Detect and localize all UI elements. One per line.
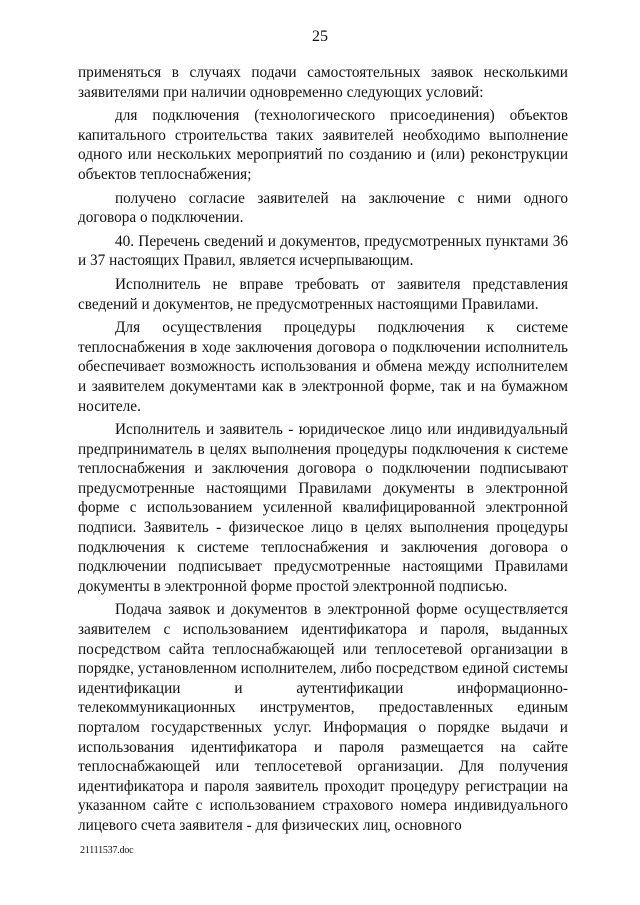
document-body	[78, 63, 568, 836]
page-number: 25	[312, 28, 328, 45]
paragraph-electronic-submission: Подача заявок и документов в электронной форме осуществляется заявителем с использованием идентификатора и пароля, выданных посредством сайта теплоснабжающей или теплосетевой организации в порядке, установленном исполнителем, либо посредством единой системы идентификации и аутентификации информационно-телекоммуникационных инструментов, предоставленных единым порталом государственных услуг. Информация о порядке выдачи и использования идентификатора и пароля размещается на сайте теплоснабжающей или теплосетевой организации. Для получения идентификатора и пароля заявитель проходит процедуру регистрации на указанном сайте с использованием страхового номера индивидуального лицевого счета заявителя - для физических лиц, основного	[78, 601, 568, 834]
paragraph-condition-1: для подключения (технологического присоединения) объектов капитального строительства таких заявителей необходимо выполнение одного или нескольких мероприятий по созданию и (или) реконструкции объектов теплоснабжения;	[78, 107, 568, 183]
paragraph-continuation: применяться в случаях подачи самостоятельных заявок несколькими заявителями при наличии одновременно следующих условий:	[78, 64, 568, 101]
paragraph-executor-restriction: Исполнитель не вправе требовать от заявителя представления сведений и документов, не предусмотренных настоящими Правилами.	[78, 275, 568, 313]
paragraph-clause-40: 40. Перечень сведений и документов, предусмотренных пунктами 36 и 37 настоящих Правил, является исчерпывающим.	[78, 232, 568, 270]
footer-document-code: 21111537.doc	[80, 845, 134, 856]
paragraph-electronic-signature: Исполнитель и заявитель - юридическое лицо или индивидуальный предприниматель в целях выполнения процедуры подключения к системе теплоснабжения и заключения договора о подключении подписывают предусмотренные настоящими Правилами документы в электронной форме с использованием усиленной квалифицированной электронной подписи. Заявитель - физическое лицо в целях выполнения процедуры подключения к системе теплоснабжения и заключения договора о подключении подписывает предусмотренные настоящими Правилами документы в электронной форме простой электронной подписью.	[78, 421, 568, 595]
paragraph-condition-2: получено согласие заявителей на заключение с ними одного договора о подключении.	[78, 189, 568, 227]
paragraph-document-exchange: Для осуществления процедуры подключения к системе теплоснабжения в ходе заключения договора о подключении исполнитель обеспечивает возможность использования и обмена между исполнителем и заявителем документами как в электронной форме, так и на бумажном носителе.	[78, 319, 568, 415]
